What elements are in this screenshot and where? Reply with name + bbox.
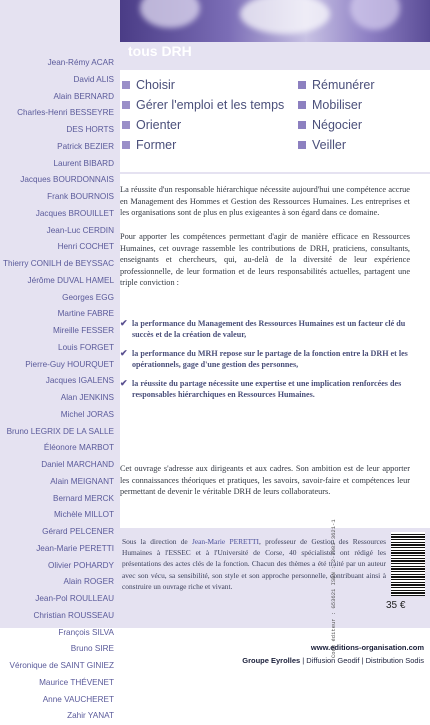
contributor-name: Bruno LEGRIX DE LA SALLE [6, 426, 114, 436]
contributor-name: Martine FABRE [57, 309, 114, 319]
contributor-name: David ALIS [73, 74, 114, 84]
contributor-name: Olivier POHARDY [48, 560, 114, 570]
topic-item: Mobiliser [298, 98, 362, 112]
conviction-item: ✔ la performance du MRH repose sur le partage de la fonction entre la DRH et les opérationnels, gage d'une gestion des personnes, [120, 348, 408, 369]
contributor-name: Bernard MERCK [53, 493, 114, 503]
contributor-name: Georges EGG [62, 292, 114, 302]
price: 35 € [386, 600, 406, 611]
topic-item: Choisir [122, 78, 175, 92]
contributor-name: Jacques BROUILLET [35, 208, 114, 218]
topic-item: Former [122, 138, 176, 152]
contributor-name: Zahir YANAT [67, 711, 114, 721]
contributor-name: Jean-Marie PERETTI [36, 543, 114, 553]
contributor-name: Gérard PELCENER [42, 527, 114, 536]
contributor-name: Daniel MARCHAND [41, 460, 114, 469]
contributor-name: Henri COCHET [57, 242, 114, 252]
contributions-paragraph: Pour apporter les compétences permettant d'agir de manière efficace en Ressources Humaines, cet ouvrage rassemble les contributions de DRH, praticiens, consultants, enseignants et chercheurs, qui, au-delà de la diversité de leur expérience professionnelle, de leur formation et de leurs responsabilités actuelles, partagent une triple conviction : [120, 232, 410, 288]
contributor-name: Jacques BOURDONNAIS [20, 175, 114, 185]
contributor-name: Pierre-Guy HOURQUET [25, 359, 114, 369]
contributor-name: Alan JENKINS [60, 393, 114, 402]
contributor-name: Jean-Pol ROULLEAU [35, 594, 114, 603]
topics-list [122, 78, 422, 158]
topic-item: Orienter [122, 118, 181, 132]
direction-box [120, 528, 430, 628]
header-photo [120, 0, 430, 42]
bullet-square-icon [298, 141, 306, 149]
contributor-name: Alain BERNARD [53, 91, 114, 101]
contributor-name: Éléonore MARBOT [43, 443, 114, 453]
contributor-name: Jean-Rémy ACAR [47, 58, 114, 67]
contributor-name: Jérôme DUVAL HAMEL [27, 275, 114, 285]
check-icon: ✔ [120, 348, 128, 358]
intro-paragraph: La réussite d'un responsable hiérarchique nécessite aujourd'hui une compétence accrue en Management des Hommes et Gestion des Ressources Humaines. Les entreprises et les organisations sont de plus en plus exigeantes à son égard dans ce domaine. [120, 185, 410, 218]
publisher-website: www.editions-organisation.com [310, 643, 424, 652]
audience-paragraph: Cet ouvrage s'adresse aux dirigeants et aux cadres. Son ambition est de leur apporter les connaissances théoriques et pratiques, les savoirs, savoir-faire et compétences leur permettant de devenir le véritable DRH de leurs collaborateurs. [120, 464, 410, 497]
direction-paragraph: Sous la direction de Jean-Marie PERETTI, professeur de Gestion des Ressources Humaines à l'ESSEC et à l'Université de Corse, 40 spécialistes ont rédigé les présentations des actes clés de la fonction. Chacun des thèmes a été traité par un auteur avec son vécu, sa sensibilité, son style et son approche personnelle, contribuant ainsi à construire un ouvrage riche et vivant. [122, 537, 386, 591]
contributor-name: Anne VAUCHERET [42, 694, 114, 704]
director-name: Jean-Marie PERETTI [191, 537, 260, 546]
contributor-name: François SILVA [58, 627, 114, 637]
bullet-square-icon [122, 101, 130, 109]
check-icon: ✔ [120, 378, 128, 388]
contributor-name: Jacques IGALENS [45, 376, 114, 386]
bullet-square-icon [298, 101, 306, 109]
topic-item: Veiller [298, 138, 346, 152]
series-title: tous DRH [128, 43, 192, 59]
bullet-square-icon [298, 81, 306, 89]
contributors-list [0, 55, 114, 725]
contributor-name: Alain MEIGNANT [50, 476, 114, 486]
contributor-name: Michèle MILLOT [53, 510, 114, 520]
contributor-name: Charles-Henri BESSEYRE [17, 108, 114, 118]
conviction-item: ✔ la performance du Management des Ressources Humaines est un facteur clé du succès et de la création de valeur, [120, 318, 406, 339]
topic-item: Rémunérer [298, 78, 375, 92]
bullet-square-icon [122, 81, 130, 89]
contributor-name: Frank BOURNOIS [47, 192, 114, 201]
contributor-name: Laurent BIBARD [53, 158, 114, 168]
contributor-name: Thierry CONILH de BEYSSAC [2, 259, 114, 268]
contributor-name: Maurice THÉVENET [39, 677, 114, 687]
topic-item: Gérer l'emploi et les temps [122, 98, 284, 112]
contributor-name: Bruno SIRE [70, 644, 114, 654]
contributor-name: Patrick BEZIER [57, 141, 114, 151]
contributor-name: Véronique de SAINT GINIEZ [9, 661, 114, 670]
contributor-name: DES HORTS [66, 125, 114, 134]
check-icon: ✔ [120, 318, 128, 328]
divider [120, 172, 430, 174]
bullet-square-icon [122, 121, 130, 129]
conviction-item: ✔ la réussite du partage nécessite une expertise et une implication renforcées des responsables hiérarchiques en Ressources Humaines. [120, 378, 402, 399]
convictions-list [120, 318, 410, 408]
bullet-square-icon [122, 141, 130, 149]
contributor-name: Christian ROUSSEAU [33, 610, 114, 620]
contributor-name: Mireille FESSER [53, 326, 114, 335]
barcode [391, 532, 425, 596]
contributor-name: Louis FORGET [58, 342, 114, 352]
contributor-name: Michel JORAS [60, 409, 114, 419]
publisher-line: Groupe Eyrolles | Diffusion Geodif | Distribution Sodis [242, 656, 424, 665]
contributor-name: Jean-Luc CERDIN [46, 225, 114, 235]
topic-item: Négocier [298, 118, 362, 132]
bullet-square-icon [298, 121, 306, 129]
contributor-name: Alain ROGER [63, 577, 114, 587]
